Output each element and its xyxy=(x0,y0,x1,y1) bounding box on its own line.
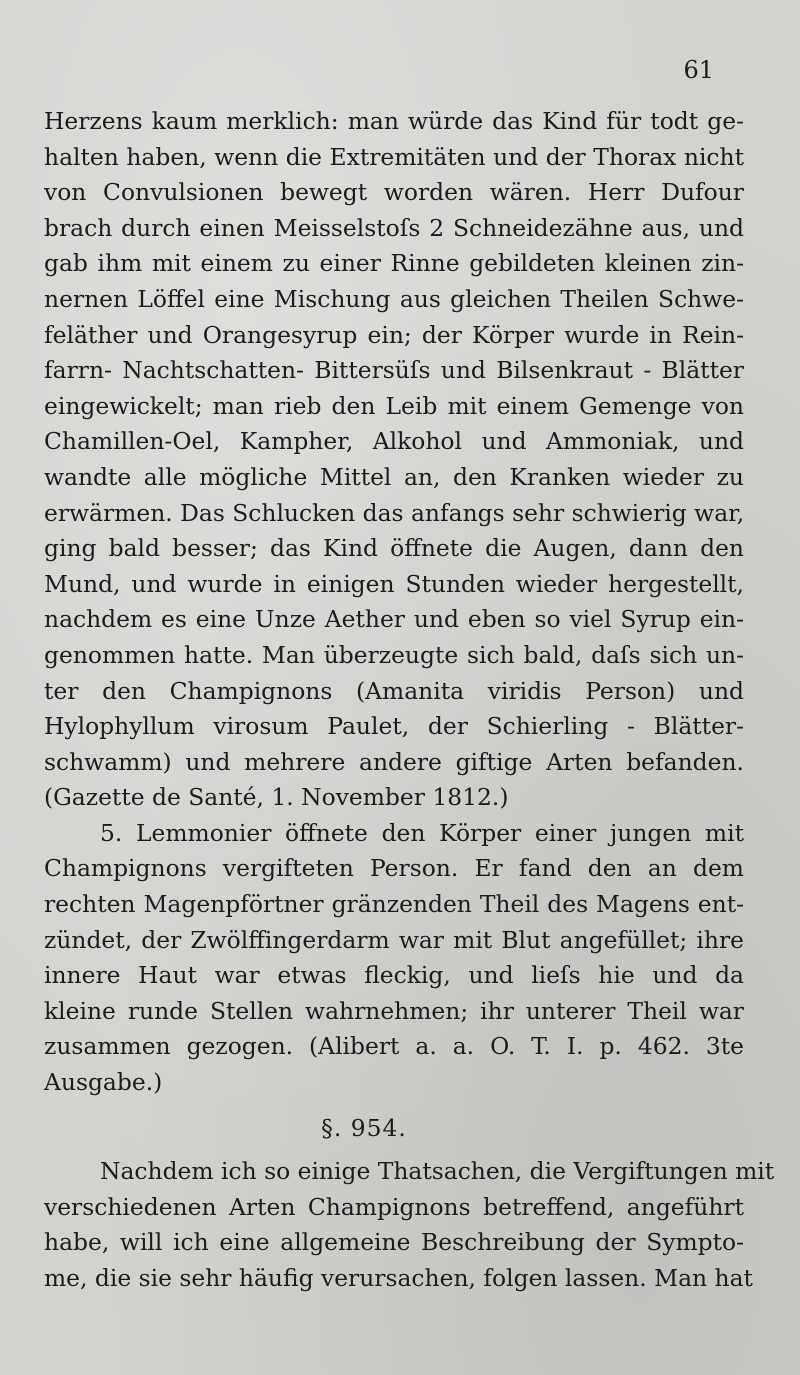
text-line: von Convulsionen bewegt worden wären. Herr Dufour xyxy=(44,178,744,207)
text-line: Chamillen-Oel, Kampher, Alkohol und Ammoniak, und xyxy=(44,427,744,456)
text-line: nernen Löffel eine Mischung aus gleichen Theilen Schwe- xyxy=(44,284,744,313)
text-line: nachdem es eine Unze Aether und eben so viel Syrup ein- xyxy=(44,605,744,634)
text-line: schwamm) und mehrere andere giftige Arten befanden. xyxy=(44,747,744,776)
text-line: (Gazette de Santé, 1. November 1812.) xyxy=(44,783,509,812)
text-line: Nachdem ich so einige Thatsachen, die Vergiftungen mit xyxy=(100,1157,775,1186)
text-line: verschiedenen Arten Champignons betreffend, angeführt xyxy=(44,1192,744,1221)
text-line: rechten Magenpförtner gränzenden Theil des Magens ent- xyxy=(44,890,744,919)
text-line: wandte alle mögliche Mittel an, den Kranken wieder zu xyxy=(44,462,744,491)
text-line: Mund, und wurde in einigen Stunden wieder hergestellt, xyxy=(44,569,744,598)
text-line: zusammen gezogen. (Alibert a. a. O. T. I. p. 462. 3te xyxy=(44,1032,744,1061)
page-text xyxy=(44,104,775,1297)
section-heading: §. 954. xyxy=(321,1113,407,1142)
text-line: halten haben, wenn die Extremitäten und der Thorax nicht xyxy=(44,142,744,171)
text-line: genommen hatte. Man überzeugte sich bald, daſs sich un- xyxy=(44,640,744,669)
text-line: habe, will ich eine allgemeine Beschreibung der Sympto- xyxy=(44,1228,744,1257)
text-line: me, die sie sehr häufig verursachen, folgen lassen. Man hat xyxy=(44,1264,753,1292)
text-line: ging bald besser; das Kind öffnete die Augen, dann den xyxy=(44,534,744,563)
page-number: 61 xyxy=(683,56,714,84)
text-line: Herzens kaum merklich: man würde das Kind für todt ge- xyxy=(44,107,744,135)
text-line: innere Haut war etwas fleckig, und lieſs hie und da xyxy=(44,961,744,990)
text-line: gab ihm mit einem zu einer Rinne gebildeten kleinen zin- xyxy=(44,249,744,278)
text-line: Hylophyllum virosum Paulet, der Schierling - Blätter- xyxy=(44,712,744,741)
text-line: 5. Lemmonier öffnete den Körper einer jungen mit xyxy=(100,818,744,847)
text-line: Ausgabe.) xyxy=(44,1068,163,1097)
text-line: kleine runde Stellen wahrnehmen; ihr unterer Theil war xyxy=(44,996,744,1025)
text-line: erwärmen. Das Schlucken das anfangs sehr schwierig war, xyxy=(44,498,745,527)
text-line: zündet, der Zwölffingerdarm war mit Blut angefüllet; ihre xyxy=(44,925,744,954)
text-line: Champignons vergifteten Person. Er fand den an dem xyxy=(44,854,744,883)
text-line: ter den Champignons (Amanita viridis Person) und xyxy=(44,676,744,705)
text-line: farrn- Nachtschatten- Bittersüſs und Bilsenkraut - Blätter xyxy=(44,356,744,385)
text-line: eingewickelt; man rieb den Leib mit einem Gemenge von xyxy=(44,391,744,420)
text-line: feläther und Orangesyrup ein; der Körper wurde in Rein- xyxy=(44,320,744,349)
text-line: brach durch einen Meisselstoſs 2 Schneidezähne aus, und xyxy=(44,213,744,242)
